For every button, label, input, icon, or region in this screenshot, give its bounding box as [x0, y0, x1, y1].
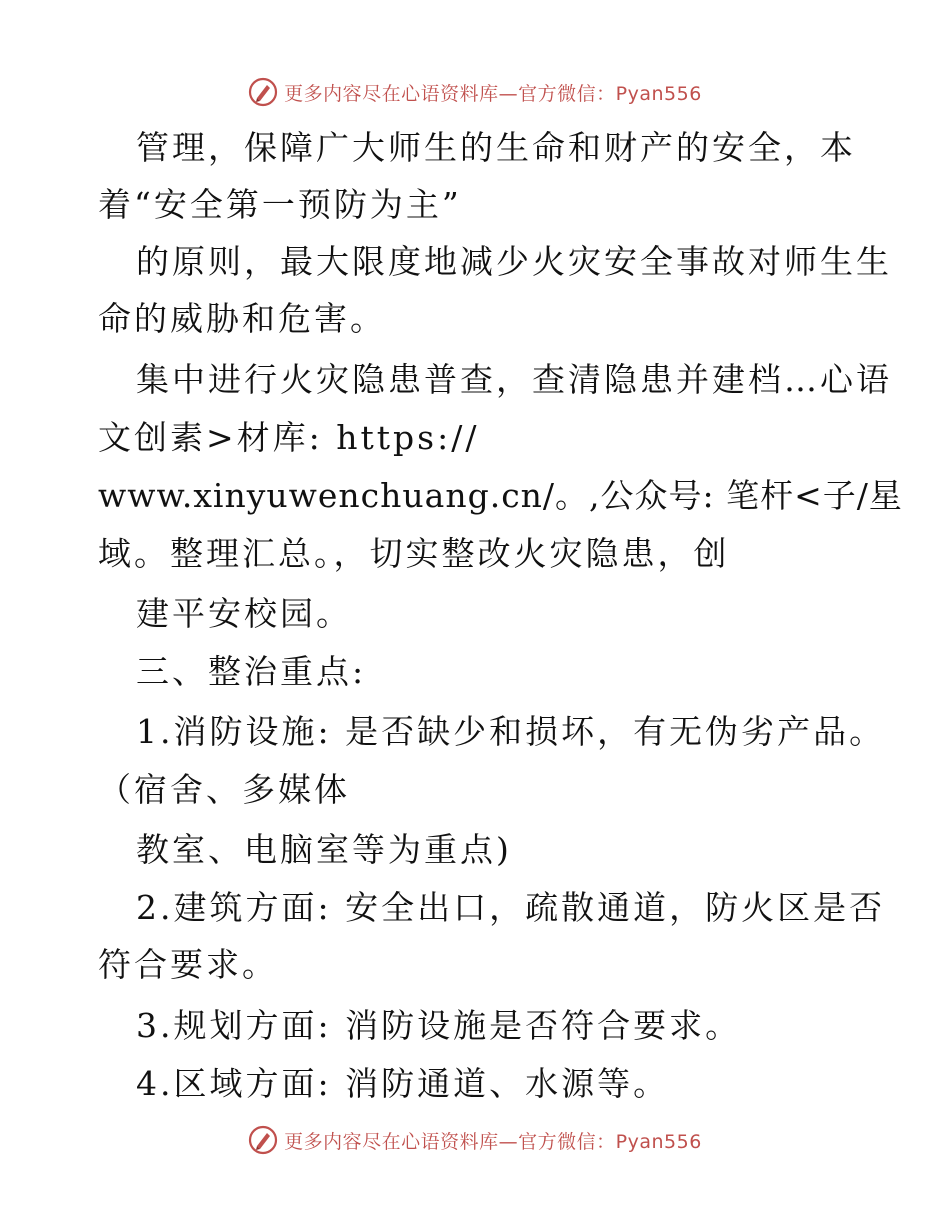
- text-line: 符合要求。: [98, 945, 278, 984]
- header-banner-rest: 官方微信：Pyan556: [518, 82, 702, 105]
- pen-logo-icon: [248, 1125, 278, 1155]
- text-line: 三、整治重点:: [136, 652, 367, 691]
- text-line: 教室、电脑室等为重点): [136, 830, 512, 869]
- footer-banner-rest: 官方微信：Pyan556: [518, 1130, 702, 1153]
- text-line: 2.建筑方面: 安全出口，疏散通道，防火区是否: [136, 888, 886, 927]
- footer-banner: [0, 1120, 950, 1160]
- header-banner-text: [284, 79, 702, 106]
- header-banner: [0, 72, 950, 112]
- text-line: 建平安校园。: [136, 594, 352, 633]
- header-banner-red: 更多内容尽在心语资料库: [284, 82, 499, 105]
- footer-banner-red: 更多内容尽在心语资料库: [284, 1130, 499, 1153]
- text-line: 集中进行火灾隐患普查，查清隐患并建档…心语: [136, 360, 892, 399]
- footer-banner-separator: —: [498, 1130, 519, 1153]
- text-line: 3.规划方面: 消防设施是否符合要求。: [136, 1006, 742, 1045]
- text-line: 的原则，最大限度地减少火灾安全事故对师生生: [136, 242, 892, 281]
- text-line: 文创素>材库: https://: [98, 418, 480, 457]
- text-line: 4.区域方面: 消防通道、水源等。: [136, 1064, 670, 1103]
- footer-banner-text: [284, 1127, 702, 1154]
- text-line: 管理，保障广大师生的生命和财产的安全，本: [136, 128, 856, 167]
- text-line: 域。整理汇总。，切实整改火灾隐患，创: [98, 534, 730, 573]
- text-line: www.xinyuwenchuang.cn/。,公众号: 笔杆<子/星: [98, 476, 903, 515]
- pen-logo-icon: [248, 77, 278, 107]
- text-line: 着“安全第一预防为主”: [98, 185, 462, 224]
- text-line: 命的威胁和危害。: [98, 299, 386, 338]
- header-banner-separator: —: [498, 82, 519, 105]
- text-line: （宿舍、多媒体: [98, 770, 350, 809]
- text-line: 1.消防设施: 是否缺少和损坏，有无伪劣产品。: [136, 712, 886, 751]
